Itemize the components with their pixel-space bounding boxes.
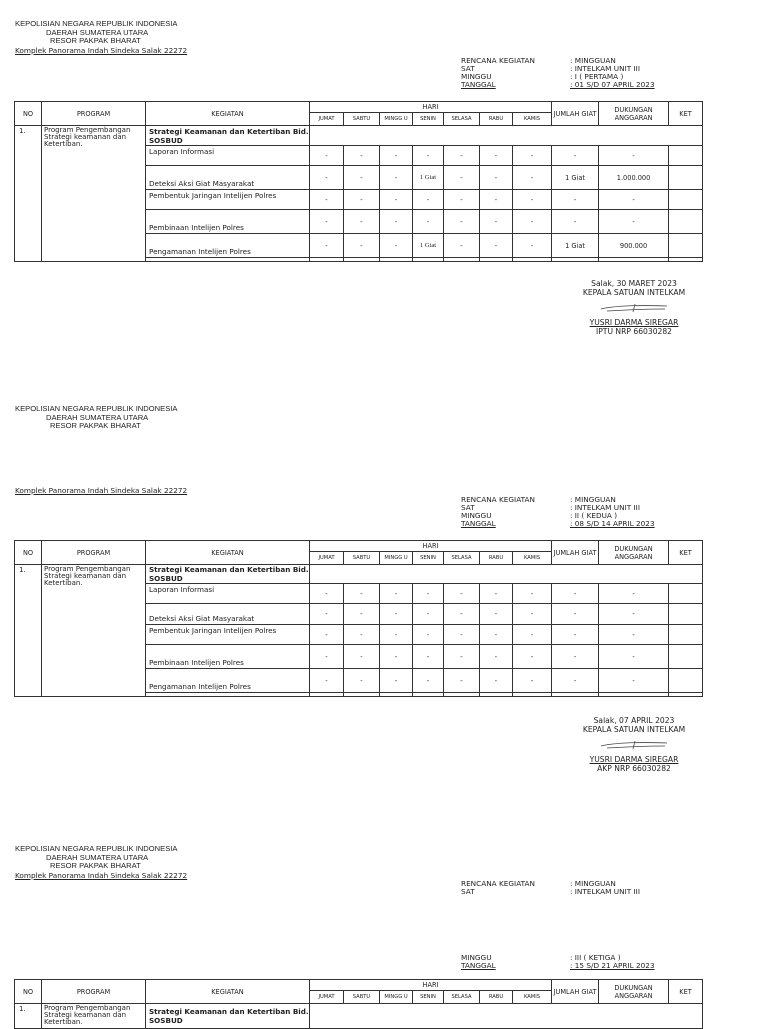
header-no: NO bbox=[15, 980, 42, 1004]
day-cell: - bbox=[344, 210, 380, 234]
program-number: 1. bbox=[15, 126, 42, 262]
signature-scribble bbox=[599, 300, 669, 314]
letterhead bbox=[15, 845, 177, 871]
day-cell: - bbox=[513, 190, 552, 210]
day-cell: - bbox=[480, 190, 513, 210]
strategy-title: Strategi Keamanan dan Ketertiban Bid. SOSBUD bbox=[146, 565, 310, 584]
day-cell: - bbox=[480, 146, 513, 166]
strategy-blank bbox=[310, 126, 703, 146]
kegiatan-cell: Pengamanan Intelijen Polres bbox=[146, 234, 310, 258]
kegiatan-cell: Pembentuk Jaringan Intelijen Polres bbox=[146, 190, 310, 210]
day-header: SELASA bbox=[444, 991, 480, 1004]
day-cell: - bbox=[380, 604, 413, 625]
header-no: NO bbox=[15, 102, 42, 126]
program-number: 1. bbox=[15, 565, 42, 697]
meta-value-tanggal: : 15 S/D 21 APRIL 2023 bbox=[570, 961, 655, 971]
header-ket: KET bbox=[669, 980, 703, 1004]
header-kegiatan: KEGIATAN bbox=[146, 102, 310, 126]
program-name: Program Pengembangan Strategi keamanan dan Ketertiban. bbox=[42, 1004, 146, 1029]
day-cell: - bbox=[310, 190, 344, 210]
dukungan-cell: - bbox=[599, 625, 669, 645]
day-cell: - bbox=[480, 604, 513, 625]
day-header: KAMIS bbox=[513, 991, 552, 1004]
signature-scribble bbox=[599, 737, 669, 751]
sign-rank: IPTU NRP 66030282 bbox=[595, 327, 673, 336]
day-header: MINGG U bbox=[380, 552, 413, 565]
ket-cell bbox=[669, 625, 703, 645]
meta-label-tanggal: TANGGAL bbox=[461, 80, 496, 90]
kegiatan-cell: Deteksi Aksi Giat Masyarakat bbox=[146, 166, 310, 190]
day-cell: - bbox=[380, 645, 413, 669]
meta-label-minggu: MINGGU bbox=[461, 511, 492, 521]
day-header: SABTU bbox=[344, 991, 380, 1004]
day-cell: - bbox=[413, 669, 444, 693]
dukungan-cell: 1.000.000 bbox=[599, 166, 669, 190]
meta-label-sat: SAT bbox=[461, 64, 475, 74]
jumlah-cell: - bbox=[552, 669, 599, 693]
kegiatan-cell: Laporan Informasi bbox=[146, 146, 310, 166]
org-resort: RESOR PAKPAK BHARAT bbox=[50, 36, 141, 46]
meta-value-rencana: : MINGGUAN bbox=[570, 495, 616, 504]
sign-name: YUSRI DARMA SIREGAR bbox=[589, 318, 679, 327]
day-cell: - bbox=[310, 166, 344, 190]
jumlah-cell: - bbox=[552, 604, 599, 625]
day-cell: - bbox=[344, 166, 380, 190]
day-header: JUMAT bbox=[310, 552, 344, 565]
jumlah-cell: - bbox=[552, 146, 599, 166]
program-name: Program Pengembangan Strategi keamanan dan Ketertiban. bbox=[42, 565, 146, 697]
header-program: PROGRAM bbox=[42, 541, 146, 565]
kegiatan-cell bbox=[146, 693, 310, 697]
day-header: SENIN bbox=[413, 552, 444, 565]
day-cell: - bbox=[413, 146, 444, 166]
day-cell: - bbox=[380, 210, 413, 234]
activity-table-week2 bbox=[14, 540, 703, 697]
kegiatan-cell: Laporan Informasi bbox=[146, 584, 310, 604]
letterhead bbox=[15, 405, 177, 431]
kegiatan-cell: Pembinaan Intelijen Polres bbox=[146, 210, 310, 234]
meta-value-rencana: : MINGGUAN bbox=[570, 879, 616, 888]
day-cell: - bbox=[310, 625, 344, 645]
header-dukungan: DUKUNGAN ANGGARAN bbox=[599, 102, 669, 126]
meta-label-rencana: RENCANA KEGIATAN bbox=[461, 495, 535, 504]
jumlah-cell: - bbox=[552, 584, 599, 604]
day-cell: - bbox=[444, 146, 480, 166]
day-header: KAMIS bbox=[513, 552, 552, 565]
strategy-title: Strategi Keamanan dan Ketertiban Bid. SOSBUD bbox=[146, 126, 310, 146]
day-cell: - bbox=[513, 669, 552, 693]
sign-title: KEPALA SATUAN INTELKAM bbox=[582, 288, 686, 297]
meta-label-minggu: MINGGU bbox=[461, 953, 492, 962]
day-cell: - bbox=[344, 625, 380, 645]
day-header: MINGG U bbox=[380, 113, 413, 126]
plan-meta bbox=[461, 496, 664, 528]
meta-value-sat: : INTELKAM UNIT III bbox=[570, 503, 640, 513]
meta-value-tanggal: : 08 S/D 14 APRIL 2023 bbox=[570, 519, 655, 529]
day-cell: - bbox=[344, 645, 380, 669]
day-cell: - bbox=[310, 146, 344, 166]
dukungan-cell: - bbox=[599, 669, 669, 693]
day-cell: - bbox=[413, 604, 444, 625]
dukungan-cell: 900.000 bbox=[599, 234, 669, 258]
address: Komplek Panorama Indah Sindeka Salak 22272 bbox=[15, 486, 188, 495]
meta-value-minggu: : I ( PERTAMA ) bbox=[570, 72, 624, 82]
day-cell: - bbox=[444, 210, 480, 234]
ket-cell bbox=[669, 604, 703, 625]
day-cell: 1 Giat bbox=[413, 166, 444, 190]
org-name: KEPOLISIAN NEGARA REPUBLIK INDONESIA bbox=[15, 19, 178, 28]
dukungan-cell: - bbox=[599, 604, 669, 625]
org-resort: RESOR PAKPAK BHARAT bbox=[50, 861, 141, 871]
day-cell: - bbox=[480, 166, 513, 190]
day-header: KAMIS bbox=[513, 113, 552, 126]
meta-value-minggu: : II ( KEDUA ) bbox=[570, 511, 618, 521]
day-cell: - bbox=[444, 625, 480, 645]
day-cell: - bbox=[380, 166, 413, 190]
header-hari: HARI bbox=[310, 980, 552, 991]
day-cell: - bbox=[310, 234, 344, 258]
day-cell: - bbox=[380, 625, 413, 645]
header-kegiatan: KEGIATAN bbox=[146, 980, 310, 1004]
day-cell: - bbox=[344, 669, 380, 693]
day-header: RABU bbox=[480, 552, 513, 565]
day-cell: - bbox=[310, 584, 344, 604]
dukungan-cell: - bbox=[599, 146, 669, 166]
meta-value-sat: : INTELKAM UNIT III bbox=[570, 887, 640, 897]
day-cell: - bbox=[513, 604, 552, 625]
day-header: SENIN bbox=[413, 991, 444, 1004]
meta-label-rencana: RENCANA KEGIATAN bbox=[461, 56, 535, 65]
address: Komplek Panorama Indah Sindeka Salak 22272 bbox=[15, 871, 188, 880]
jumlah-cell: - bbox=[552, 645, 599, 669]
jumlah-cell: 1 Giat bbox=[552, 166, 599, 190]
day-cell: - bbox=[310, 210, 344, 234]
day-cell: - bbox=[513, 645, 552, 669]
day-header: SELASA bbox=[444, 113, 480, 126]
header-jumlah: JUMLAH GIAT bbox=[552, 102, 599, 126]
day-cell: - bbox=[413, 584, 444, 604]
jumlah-cell: - bbox=[552, 210, 599, 234]
day-cell: - bbox=[344, 584, 380, 604]
day-cell: - bbox=[480, 210, 513, 234]
day-cell: - bbox=[444, 669, 480, 693]
sign-rank: AKP NRP 66030282 bbox=[597, 764, 671, 773]
meta-label-sat: SAT bbox=[461, 503, 475, 513]
day-cell: - bbox=[344, 190, 380, 210]
day-cell: - bbox=[380, 669, 413, 693]
day-cell: - bbox=[310, 669, 344, 693]
org-region: DAERAH SUMATERA UTARA bbox=[46, 412, 149, 422]
plan-meta bbox=[461, 880, 664, 896]
day-cell: - bbox=[444, 234, 480, 258]
day-header: SENIN bbox=[413, 113, 444, 126]
ket-cell bbox=[669, 645, 703, 669]
day-cell: - bbox=[310, 645, 344, 669]
jumlah-cell: - bbox=[552, 190, 599, 210]
dukungan-cell: - bbox=[599, 584, 669, 604]
signature-block bbox=[554, 716, 714, 773]
program-number: 1. bbox=[15, 1004, 42, 1029]
plan-meta bbox=[461, 57, 664, 89]
activity-table-week1 bbox=[14, 101, 703, 262]
meta-label-tanggal: TANGGAL bbox=[461, 519, 496, 529]
day-cell: - bbox=[444, 166, 480, 190]
day-cell: - bbox=[513, 625, 552, 645]
day-cell: - bbox=[480, 584, 513, 604]
org-region: DAERAH SUMATERA UTARA bbox=[46, 27, 149, 37]
sign-title: KEPALA SATUAN INTELKAM bbox=[582, 725, 686, 734]
day-cell: - bbox=[380, 190, 413, 210]
kegiatan-cell: Pembinaan Intelijen Polres bbox=[146, 645, 310, 669]
day-cell: - bbox=[513, 584, 552, 604]
day-cell: - bbox=[380, 146, 413, 166]
kegiatan-cell: Pembentuk Jaringan Intelijen Polres bbox=[146, 625, 310, 645]
header-jumlah: JUMLAH GIAT bbox=[552, 541, 599, 565]
day-cell: - bbox=[344, 604, 380, 625]
day-cell: - bbox=[480, 234, 513, 258]
header-dukungan: DUKUNGAN ANGGARAN bbox=[599, 980, 669, 1004]
kegiatan-cell bbox=[146, 258, 310, 262]
day-cell: - bbox=[513, 210, 552, 234]
strategy-blank bbox=[310, 1004, 703, 1029]
ket-cell bbox=[669, 234, 703, 258]
day-cell: 1 Giat bbox=[413, 234, 444, 258]
header-hari: HARI bbox=[310, 102, 552, 113]
day-cell: - bbox=[344, 146, 380, 166]
signature-block bbox=[554, 279, 714, 336]
sign-place-date: Salak, 30 MARET 2023 bbox=[591, 279, 677, 288]
day-header: JUMAT bbox=[310, 113, 344, 126]
day-cell: - bbox=[413, 190, 444, 210]
day-header: RABU bbox=[480, 113, 513, 126]
day-header: SABTU bbox=[344, 552, 380, 565]
day-cell: - bbox=[480, 645, 513, 669]
ket-cell bbox=[669, 190, 703, 210]
program-name: Program Pengembangan Strategi keamanan dan Ketertiban. bbox=[42, 126, 146, 262]
org-name: KEPOLISIAN NEGARA REPUBLIK INDONESIA bbox=[15, 844, 178, 853]
meta-value-sat: : INTELKAM UNIT III bbox=[570, 64, 640, 74]
meta-value-minggu: : III ( KETIGA ) bbox=[570, 953, 621, 962]
header-ket: KET bbox=[669, 102, 703, 126]
ket-cell bbox=[669, 210, 703, 234]
day-header: MINGG U bbox=[380, 991, 413, 1004]
meta-value-rencana: : MINGGUAN bbox=[570, 56, 616, 65]
day-header: SELASA bbox=[444, 552, 480, 565]
meta-label-rencana: RENCANA KEGIATAN bbox=[461, 879, 535, 888]
day-cell: - bbox=[513, 146, 552, 166]
day-header: JUMAT bbox=[310, 991, 344, 1004]
day-cell: - bbox=[413, 210, 444, 234]
ket-cell bbox=[669, 166, 703, 190]
meta-label-minggu: MINGGU bbox=[461, 72, 492, 82]
org-region: DAERAH SUMATERA UTARA bbox=[46, 852, 149, 862]
address: Komplek Panorama Indah Sindeka Salak 22272 bbox=[15, 46, 188, 55]
activity-table-week3 bbox=[14, 979, 703, 1029]
day-cell: - bbox=[344, 234, 380, 258]
dukungan-cell: - bbox=[599, 645, 669, 669]
org-resort: RESOR PAKPAK BHARAT bbox=[50, 421, 141, 431]
strategy-title: Strategi Keamanan dan Ketertiban Bid. SOSBUD bbox=[146, 1004, 310, 1029]
meta-label-tanggal: TANGGAL bbox=[461, 961, 496, 971]
day-cell: - bbox=[444, 190, 480, 210]
header-jumlah: JUMLAH GIAT bbox=[552, 980, 599, 1004]
ket-cell bbox=[669, 146, 703, 166]
day-header: RABU bbox=[480, 991, 513, 1004]
day-cell: - bbox=[310, 604, 344, 625]
header-program: PROGRAM bbox=[42, 102, 146, 126]
day-cell: - bbox=[480, 625, 513, 645]
ket-cell bbox=[669, 584, 703, 604]
day-cell: - bbox=[444, 604, 480, 625]
day-cell: - bbox=[380, 584, 413, 604]
day-cell: - bbox=[413, 625, 444, 645]
day-cell: - bbox=[513, 234, 552, 258]
letterhead bbox=[15, 20, 177, 46]
day-cell: - bbox=[480, 669, 513, 693]
header-hari: HARI bbox=[310, 541, 552, 552]
day-cell: - bbox=[380, 234, 413, 258]
sign-name: YUSRI DARMA SIREGAR bbox=[589, 755, 679, 764]
header-program: PROGRAM bbox=[42, 980, 146, 1004]
org-name: KEPOLISIAN NEGARA REPUBLIK INDONESIA bbox=[15, 404, 178, 413]
jumlah-cell: 1 Giat bbox=[552, 234, 599, 258]
day-header: SABTU bbox=[344, 113, 380, 126]
kegiatan-cell: Deteksi Aksi Giat Masyarakat bbox=[146, 604, 310, 625]
plan-meta-week bbox=[461, 954, 664, 970]
header-no: NO bbox=[15, 541, 42, 565]
day-cell: - bbox=[444, 645, 480, 669]
header-dukungan: DUKUNGAN ANGGARAN bbox=[599, 541, 669, 565]
day-cell: - bbox=[413, 645, 444, 669]
day-cell: - bbox=[513, 166, 552, 190]
strategy-blank bbox=[310, 565, 703, 584]
dukungan-cell: - bbox=[599, 210, 669, 234]
day-cell: - bbox=[444, 584, 480, 604]
kegiatan-cell: Pengamanan Intelijen Polres bbox=[146, 669, 310, 693]
sign-place-date: Salak, 07 APRIL 2023 bbox=[593, 716, 675, 725]
ket-cell bbox=[669, 669, 703, 693]
jumlah-cell: - bbox=[552, 625, 599, 645]
meta-label-sat: SAT bbox=[461, 887, 475, 897]
meta-value-tanggal: : 01 S/D 07 APRIL 2023 bbox=[570, 80, 655, 90]
dukungan-cell: - bbox=[599, 190, 669, 210]
header-kegiatan: KEGIATAN bbox=[146, 541, 310, 565]
header-ket: KET bbox=[669, 541, 703, 565]
